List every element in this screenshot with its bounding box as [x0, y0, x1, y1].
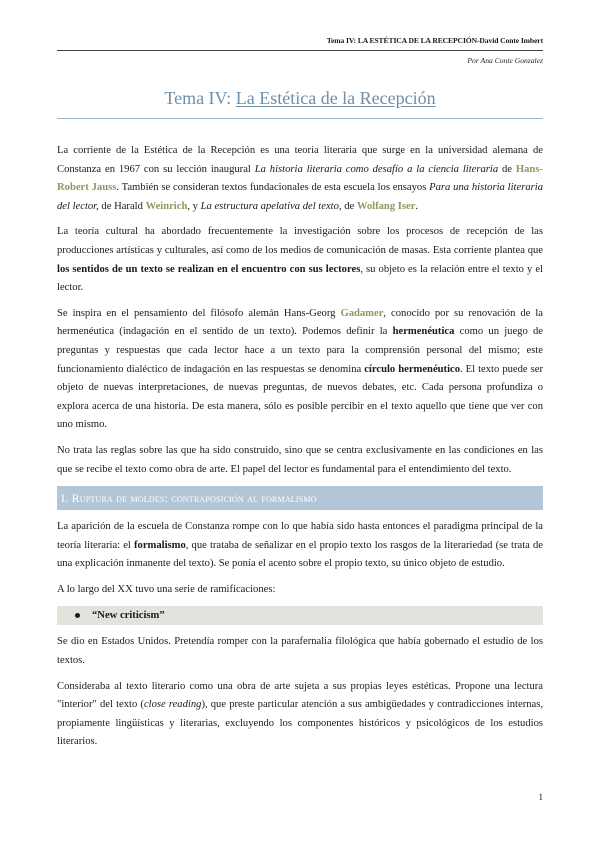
header-rule [57, 50, 543, 51]
paragraph-ramifications: A lo largo del XX tuvo una serie de ramificaciones: [57, 583, 276, 595]
page-title [0, 88, 600, 109]
running-header-author: Por Ana Conte Gonzalez [467, 56, 543, 65]
paragraph-close-reading: Consideraba al texto literario como una obra de arte sujeta a sus propias leyes estéticas. Propone una lectura "interior" del texto (close reading), que preste particular atención a sus ambigüedades y contradicciones internas, propiamente lingüísticas y literarias, excluyendo los componentes históricos y psicológicos de los estudios literarios. [57, 680, 543, 748]
name-jauss: Hans-Robert Jauss [57, 163, 543, 194]
paragraph-intro: La corriente de la Estética de la Recepción es una teoría literaria que surge en la universidad alemana de Constanza en 1967 con su lección inaugural La historia literaria como desafío a la ciencia literaria de Hans-Robert Jauss. También se consideran textos fundacionales de esta escuela los ensayos Para una historia literaria del lector, de Harald Weinrich, y La estructura apelativa del texto, de Wolfang Iser. [57, 145, 543, 212]
body-text [57, 142, 543, 759]
page-number: 1 [538, 792, 543, 802]
paragraph-reader-role: No trata las reglas sobre las que ha sido construido, sino que se centra exclusivamente en las condiciones en las que se recibe el texto como obra de arte. El papel del lector es fundamental para el entendimiento del texto. [57, 444, 543, 475]
name-gadamer: Gadamer [340, 307, 384, 319]
title-rule [57, 118, 543, 119]
paragraph-constanza: La aparición de la escuela de Constanza rompe con lo que había sido hasta entonces el paradigma principal de la teoría literaria: el formalismo, que trataba de señalizar en el propio texto los rasgos de la literariedad (se trata de una explicación inmanente del texto). Se ponía el acento sobre el propio texto, su único objeto de estudio. [57, 521, 543, 570]
bullet-dot-icon [75, 613, 80, 618]
bullet-new-criticism: “New criticism” [57, 606, 543, 625]
title-main: La Estética de la Recepción [235, 88, 436, 108]
title-prefix: Tema IV: [164, 88, 236, 108]
name-iser: Wolfang Iser [356, 200, 416, 212]
paragraph-cultural-theory: La teoría cultural ha abordado frecuentemente la investigación sobre los procesos de recepción de las producciones artísticas y culturales, así como de los medios de comunicación de masas. Esta corriente plantea que los sentidos de un texto se realizan en el encuentro con sus lectores, su objeto es la relación entre el texto y el lector. [57, 226, 544, 294]
section-heading: I. Ruptura de moldes: contraposición al formalismo [57, 486, 543, 510]
paragraph-gadamer: Se inspira en el pensamiento del filósofo alemán Hans-Georg Gadamer, conocido por su renovación de la hermenéutica (indagación en el sentido de un texto). Podemos definir la hermenéutica como un juego de preguntas y respuestas que cada lector hace a un texto para la comprensión personal del mismo; este funcionamiento dialéctico de indagación en las respuestas se denomina círculo hermenéutico. El texto puede ser objeto de nuevas interpretaciones, de nuevas preguntas, de nuevos debates, etc. Cada persona profundiza o explora acerca de una historia. De esta manera, sólo es posible percibir en el texto aquello que tiene que ver con uno mismo. [57, 307, 544, 431]
running-header-title: Tema IV: LA ESTÉTICA DE LA RECEPCIÓN-David Conte Imbert [326, 36, 543, 45]
paragraph-usa: Se dio en Estados Unidos. Pretendía romper con la parafernalia filológica que había gobernado el estudio de los textos. [57, 636, 543, 667]
name-weinrich: Weinrich [145, 200, 188, 212]
